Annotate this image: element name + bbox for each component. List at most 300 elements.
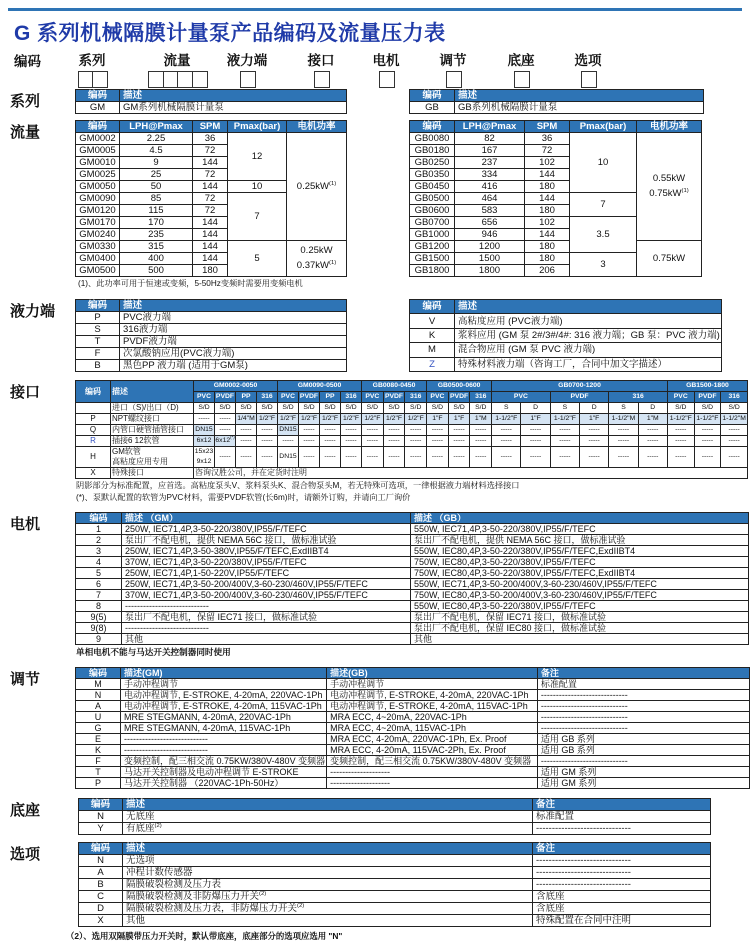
adjust-table <box>75 667 750 789</box>
table-cell: 电动冲程调节, E-STROKE, 4-20mA, 115VAC-1Ph <box>121 701 327 712</box>
table-cell: DN15 <box>278 425 299 436</box>
table-header-cell: 316 <box>721 392 748 403</box>
table-cell: GB0250 <box>410 157 455 169</box>
table-cell: ----- <box>667 436 694 447</box>
table-cell: ----- <box>405 425 427 436</box>
table-cell: GM系列机械隔膜计量泵 <box>120 102 347 114</box>
table-cell: 250W, IEC71,4P,3-50-220/380V,IP55/F/TEFC <box>122 524 411 535</box>
code-box <box>92 71 108 88</box>
table-header-cell: 316 <box>609 392 668 403</box>
table-cell: ----- <box>580 436 609 447</box>
section-base-label: 底座 <box>10 802 41 819</box>
table-cell: 144 <box>193 181 228 193</box>
table-cell: S/D <box>278 403 299 414</box>
table-cell: S/D <box>236 403 257 414</box>
table-cell: 0.55kW $0.75kW^{(1)}$ <box>637 133 702 241</box>
table-cell: N <box>76 690 121 701</box>
table-cell: ----- <box>448 447 470 468</box>
section-adjust-label: 调节 <box>10 671 41 688</box>
table-cell: 144 <box>193 253 228 265</box>
table-cell: S/D <box>721 403 748 414</box>
table-cell: 1"F <box>448 414 470 425</box>
table-cell: 变频控制，配三相交流 0.75KW/380V-480V 变频器 <box>121 756 327 767</box>
table-cell: ----- <box>257 436 278 447</box>
table-cell: 泵出厂不配电机，保留 IEC71 接口，做标准试验 <box>411 612 749 623</box>
table-header-cell: 316 <box>470 392 492 403</box>
table-cell: E <box>76 734 121 745</box>
table-cell: ----------------------------- <box>537 723 749 734</box>
table-cell: 1800 <box>455 265 525 277</box>
section-options <box>0 842 750 942</box>
table-header-cell: 编码 <box>76 668 121 679</box>
table-cell: 170 <box>120 217 193 229</box>
table-cell: 9(8) <box>76 623 122 634</box>
series-gb-table <box>409 89 704 114</box>
table-cell: 416 <box>455 181 525 193</box>
table-cell: Y <box>79 823 123 835</box>
code-box <box>240 71 256 88</box>
table-cell: ------------------------------ <box>533 867 711 879</box>
code-box <box>514 71 530 88</box>
table-cell: 泵出厂不配电机，保留 IEC80 接口，做标准试验 <box>411 623 749 634</box>
table-cell: ----- <box>320 436 341 447</box>
table-cell: 标准配置 <box>537 679 749 690</box>
table-cell: ----- <box>299 447 320 468</box>
section-base <box>0 798 750 835</box>
table-header-cell: 编码 <box>79 799 123 811</box>
table-cell: ----- <box>257 425 278 436</box>
table-cell: D <box>580 403 609 414</box>
table-cell: 9(5) <box>76 612 122 623</box>
table-cell: 2.25 <box>120 133 193 145</box>
table-header-cell: Pmax(bar) <box>228 121 287 133</box>
table-cell: S/D <box>667 403 694 414</box>
table-cell: 适用 GM 系列 <box>537 778 749 789</box>
table-cell: ------------------------------ <box>533 823 711 835</box>
table-header-cell: Pmax(bar) <box>570 121 637 133</box>
table-cell: ----- <box>341 436 362 447</box>
table-header-cell: GM0090-0500 <box>278 381 362 392</box>
interface-table <box>75 380 748 479</box>
table-cell: ----- <box>383 447 405 468</box>
table-cell: ----- <box>383 425 405 436</box>
table-cell: GM0330 <box>76 241 120 253</box>
table-cell: ----- <box>550 436 579 447</box>
coding-group-label: 流量 <box>163 53 191 68</box>
table-cell: ------------------------------ <box>533 879 711 891</box>
table-cell: ----- <box>299 436 320 447</box>
table-cell: 144 <box>525 229 570 241</box>
table-cell: 手动冲程调节 <box>121 679 327 690</box>
table-cell: 有底座$^{(2)}$ <box>123 823 533 835</box>
table-cell: 167 <box>455 145 525 157</box>
table-cell: 隔膜破裂检测及压力表，非防爆压力开关$^{(2)}$ <box>123 903 533 915</box>
table-cell: K <box>410 328 455 342</box>
table-cell: ----- <box>667 447 694 468</box>
table-cell: GB1000 <box>410 229 455 241</box>
table-header-cell: PP <box>236 392 257 403</box>
table-cell: ----- <box>694 436 721 447</box>
table-cell: ----------------------------- <box>537 701 749 712</box>
table-cell: ----------------------------- <box>537 756 749 767</box>
table-cell: 特殊配置在合同中注明 <box>533 915 711 927</box>
table-header-cell: 编码 <box>410 121 455 133</box>
table-header-cell: PVC <box>194 392 215 403</box>
table-cell: S/D <box>341 403 362 414</box>
table-cell: ----- <box>667 425 694 436</box>
table-cell: 8 <box>76 601 122 612</box>
table-cell: 500 <box>120 265 193 277</box>
section-hydraulic-label: 液力端 <box>10 303 56 320</box>
table-cell: 180 <box>525 241 570 253</box>
table-cell: 1/2"F <box>383 414 405 425</box>
table-cell: T <box>76 767 121 778</box>
table-header-cell: 描述 <box>111 381 194 403</box>
coding-group <box>205 49 289 89</box>
table-cell: S <box>609 403 638 414</box>
table-cell: S/D <box>299 403 320 414</box>
section-motor-label: 电机 <box>10 516 41 533</box>
section-series-label: 系列 <box>10 93 41 110</box>
table-cell: S <box>492 403 521 414</box>
table-cell: 隔膜破裂检测及非防爆压力开关$^{(2)}$ <box>123 891 533 903</box>
table-cell: GB0500 <box>410 193 455 205</box>
table-cell <box>76 403 111 414</box>
table-cell: 1"F <box>580 414 609 425</box>
table-cell: MRA ECC, 4-20mA, 115VAC-2Ph, Ex. Proof <box>327 745 538 756</box>
table-cell: GB0180 <box>410 145 455 157</box>
table-cell: 72 <box>193 193 228 205</box>
table-cell: 1"F <box>427 414 449 425</box>
table-cell: ---------------------------- <box>122 601 411 612</box>
table-cell: GB <box>410 102 455 114</box>
table-cell: ----- <box>194 414 215 425</box>
table-header-cell: 316 <box>257 392 278 403</box>
table-cell: S/D <box>194 403 215 414</box>
table-cell: ----- <box>405 436 427 447</box>
table-cell: Z <box>410 357 455 371</box>
table-cell: ----- <box>694 447 721 468</box>
table-cell: 1-1/2"F <box>667 414 694 425</box>
table-header-cell: 描述 <box>120 90 347 102</box>
table-cell: GM0005 <box>76 145 120 157</box>
table-cell: P <box>76 414 111 425</box>
table-header-cell: SPM <box>193 121 228 133</box>
table-header-cell: 描述 （GM） <box>122 513 411 524</box>
table-cell: 464 <box>455 193 525 205</box>
table-header-cell: 描述 <box>120 300 347 312</box>
table-cell: ----- <box>721 447 748 468</box>
table-cell: S/D <box>694 403 721 414</box>
table-cell: ----- <box>341 447 362 468</box>
table-cell: GM0050 <box>76 181 120 193</box>
motor-table <box>75 512 749 645</box>
table-cell: 1/2"F <box>278 414 299 425</box>
table-cell: ----- <box>470 425 492 436</box>
table-cell: ----- <box>257 447 278 468</box>
table-header-cell: 备注 <box>533 843 711 855</box>
table-header-cell: 编码 <box>76 90 120 102</box>
table-cell: 9 <box>76 634 122 645</box>
table-cell: ------------------------------ <box>533 855 711 867</box>
table-header-cell: PVC <box>362 392 384 403</box>
table-cell: S/D <box>215 403 236 414</box>
table-header-cell: 备注 <box>537 668 749 679</box>
code-box <box>446 71 462 88</box>
table-cell: S <box>76 324 120 336</box>
coding-group-label: 接口 <box>307 53 335 68</box>
table-cell: GB1200 <box>410 241 455 253</box>
table-cell: 0.75kW <box>637 241 702 277</box>
table-cell: 7 <box>570 193 637 217</box>
table-cell: 泵出厂不配电机，提供 NEMA 56C 接口，做标准试验 <box>122 535 411 546</box>
table-cell: ---------------------------- <box>122 623 411 634</box>
table-cell: 206 <box>525 265 570 277</box>
flow-gm-table <box>75 120 347 277</box>
table-cell: K <box>76 745 121 756</box>
table-cell: 15x23 9x12 <box>194 447 215 468</box>
table-cell: ----- <box>236 425 257 436</box>
table-cell: ----- <box>721 436 748 447</box>
coding-group-label: 液力端 <box>226 53 268 68</box>
table-cell: ----- <box>427 436 449 447</box>
table-cell: 750W, IEC80,4P,3-50-220/380V,IP55/F/TEFC,ExdIIBT4 <box>411 568 749 579</box>
table-cell: ----- <box>341 425 362 436</box>
table-cell: 高粘度应用 (PVC液力端) <box>455 314 722 328</box>
table-cell: ----- <box>521 447 550 468</box>
table-cell: 4.5 <box>120 145 193 157</box>
table-cell: 750W, IEC80,4P,3-50-220/380V,IP55/F/TEFC <box>411 557 749 568</box>
table-cell: GB0080 <box>410 133 455 145</box>
table-cell: GB0350 <box>410 169 455 181</box>
table-cell: 混合物应用 (GM 泵 PVC 液力端) <box>455 343 722 357</box>
table-cell: 浆料应用 (GM 泵 2#/3#/4#: 316 液力端；GB 泵：PVC 液力端) <box>455 328 722 342</box>
coding-group <box>546 49 630 89</box>
table-cell: ----- <box>362 425 384 436</box>
table-cell: 550W, IEC71,4P,3-50-220/380V,IP55/F/TEFC <box>411 524 749 535</box>
table-cell: 334 <box>455 169 525 181</box>
table-cell: GM0400 <box>76 253 120 265</box>
table-cell: 1200 <box>455 241 525 253</box>
table-cell: R <box>76 436 111 447</box>
table-cell: 1/2"F <box>362 414 384 425</box>
table-cell: G <box>76 723 121 734</box>
section-flow-label: 流量 <box>10 124 41 141</box>
table-cell: N <box>79 855 123 867</box>
table-cell: V <box>410 314 455 328</box>
table-cell: S/D <box>405 403 427 414</box>
hydraulic-left-table <box>75 299 347 372</box>
table-cell: ----- <box>299 425 320 436</box>
table-cell: 1/4"M <box>236 414 257 425</box>
table-cell: 180 <box>525 205 570 217</box>
table-header-cell: PVC <box>667 392 694 403</box>
table-cell: 1/2"F <box>405 414 427 425</box>
table-cell: 特殊接口 <box>111 468 194 479</box>
table-cell: NPT螺纹接口 <box>111 414 194 425</box>
table-cell: ----- <box>215 414 236 425</box>
table-cell: S/D <box>362 403 384 414</box>
flow-gb-table <box>409 120 702 277</box>
table-cell: 含底座 <box>533 891 711 903</box>
table-header-cell: 备注 <box>533 799 711 811</box>
table-cell: 370W, IEC71,4P,3-50-220/380V,IP55/F/TEFC <box>122 557 411 568</box>
table-cell: GM0025 <box>76 169 120 181</box>
table-header-cell: 描述 <box>123 799 533 811</box>
table-cell: ----- <box>320 447 341 468</box>
flow-footnote: (1)、此功率可用于恒速或变频，5-50Hz变频时需要用变频电机 <box>78 279 303 288</box>
table-cell: 72 <box>193 145 228 157</box>
table-cell: 1-1/2"M <box>609 414 638 425</box>
table-cell: 标准配置 <box>533 811 711 823</box>
table-cell: ----- <box>638 447 667 468</box>
table-cell: GM0002 <box>76 133 120 145</box>
table-cell: U <box>76 712 121 723</box>
table-cell: $0.25kW^{(1)}$ <box>287 133 347 241</box>
base-table <box>78 798 711 835</box>
table-cell: Q <box>76 425 111 436</box>
table-cell: GB0700 <box>410 217 455 229</box>
coding-row <box>0 49 750 89</box>
table-cell: 9 <box>120 157 193 169</box>
table-cell: 102 <box>525 217 570 229</box>
table-cell: MRA ECC, 4~20mA, 115VAC-1Ph <box>327 723 538 734</box>
code-box <box>581 71 597 88</box>
table-header-cell: 电机功率 <box>287 121 347 133</box>
options-table <box>78 842 711 927</box>
table-cell: 特殊材料液力端（咨询工厂，合同中加文字描述） <box>455 357 722 371</box>
table-cell: 泵出厂不配电机，提供 NEMA 56C 接口，做标准试验 <box>411 535 749 546</box>
table-header-cell: 316 <box>341 392 362 403</box>
table-cell: 马达开关控制器及电动冲程调节 E-STROKE <box>121 767 327 778</box>
table-cell: ----- <box>448 436 470 447</box>
table-cell: 泵出厂不配电机，保留 IEC71 接口，做标准试验 <box>122 612 411 623</box>
table-cell: MRA ECC, 4~20mA, 220VAC-1Ph <box>327 712 538 723</box>
table-cell: 1"M <box>638 414 667 425</box>
table-cell: F <box>76 756 121 767</box>
table-cell: 4 <box>76 557 122 568</box>
table-cell: 235 <box>120 229 193 241</box>
table-cell: 1/2"F <box>320 414 341 425</box>
table-header-cell: PVDF <box>694 392 721 403</box>
table-header-cell: 编码 <box>76 381 111 403</box>
table-cell: GM <box>76 102 120 114</box>
table-header-cell: PVDF <box>550 392 609 403</box>
table-cell: PVC液力端 <box>120 312 347 324</box>
table-header-cell: 316 <box>405 392 427 403</box>
table-cell: 1/2"F <box>257 414 278 425</box>
table-header-cell: 编码 <box>410 90 455 102</box>
table-cell: GB系列机械隔膜计量泵 <box>455 102 704 114</box>
table-cell: MRE STEGMANN, 4-20mA, 220VAC-1Ph <box>121 712 327 723</box>
table-cell: 变频控制，配三相交流 0.75KW/380V-480V 变频器 <box>327 756 538 767</box>
table-cell: 10 <box>228 181 287 193</box>
table-header-cell: 编码 <box>76 300 120 312</box>
table-cell: 82 <box>455 133 525 145</box>
table-cell: ----------------------------- <box>537 690 749 701</box>
table-cell: ----- <box>448 425 470 436</box>
table-header-cell: 编码 <box>410 300 455 314</box>
table-cell: ----- <box>492 436 521 447</box>
table-cell: ----- <box>580 425 609 436</box>
table-cell: ----- <box>236 447 257 468</box>
table-cell: 无底座 <box>123 811 533 823</box>
table-header-cell: 编码 <box>76 513 122 524</box>
table-cell: 250W, IEC71,4P,3-50-380V,IP55/F/TEFC,ExdIIBT4 <box>122 546 411 557</box>
table-cell: ----- <box>638 425 667 436</box>
table-cell: ----- <box>609 436 638 447</box>
table-cell: 6x12(*) <box>215 436 236 447</box>
table-header-cell: PVC <box>278 392 299 403</box>
table-cell: 1500 <box>455 253 525 265</box>
table-cell: 适用 GB 系列 <box>537 734 749 745</box>
table-cell: 马达开关控制器 （220VAC-1Ph-50Hz） <box>121 778 327 789</box>
table-cell: 电动冲程调节, E-STROKE, 4-20mA, 220VAC-1Ph <box>121 690 327 701</box>
table-cell: 1-1/2"M <box>721 414 748 425</box>
table-cell: GM0500 <box>76 265 120 277</box>
table-cell: GM0090 <box>76 193 120 205</box>
table-header-cell: GB0080-0450 <box>362 381 427 392</box>
table-cell: 黑色PP 液力端 (适用于GM泵) <box>120 360 347 372</box>
table-cell: ----- <box>236 436 257 447</box>
table-cell: ----- <box>609 447 638 468</box>
code-box <box>379 71 395 88</box>
table-cell: 144 <box>525 169 570 181</box>
table-cell: S <box>550 403 579 414</box>
section-motor <box>0 512 750 658</box>
table-cell: T <box>76 336 120 348</box>
table-cell: 237 <box>455 157 525 169</box>
table-cell: X <box>79 915 123 927</box>
table-header-cell: 电机功率 <box>637 121 702 133</box>
table-cell: ----- <box>320 425 341 436</box>
table-cell: 144 <box>525 193 570 205</box>
table-cell: 550W, IEC71,4P,3-50-200/400V,3-60-230/460V,IP55/F/TEFC <box>411 579 749 590</box>
table-header-cell: GM0002-0050 <box>194 381 278 392</box>
table-header-cell: GB1500-1800 <box>667 381 747 392</box>
table-cell: S/D <box>470 403 492 414</box>
table-cell: GM软管 高粘度应用专用 <box>111 447 194 468</box>
coding-group-label: 调节 <box>439 53 467 68</box>
table-cell: A <box>79 867 123 879</box>
coding-group-label: 电机 <box>372 53 400 68</box>
table-cell: 5 <box>228 241 287 277</box>
table-cell: A <box>76 701 121 712</box>
table-cell: 冲程计数传感器 <box>123 867 533 879</box>
table-cell: 1-1/2"F <box>550 414 579 425</box>
code-box <box>314 71 330 88</box>
table-cell: 1"M <box>470 414 492 425</box>
interface-note-2: (*)、泵默认配置的软管为PVC材料，需要PVDF软管(长6m)时，请额外订购，并请向工厂询价 <box>76 493 411 502</box>
table-cell: 1/2"F <box>299 414 320 425</box>
table-header-cell: PVDF <box>448 392 470 403</box>
table-header-cell: PVC <box>427 392 449 403</box>
table-cell: GM0240 <box>76 229 120 241</box>
table-cell: -------------------- <box>327 767 538 778</box>
table-header-cell: 描述 <box>455 90 704 102</box>
table-cell: ----- <box>521 425 550 436</box>
table-cell: P <box>76 778 121 789</box>
table-cell: 其他 <box>123 915 533 927</box>
table-cell: ----- <box>362 436 384 447</box>
section-flow <box>0 120 750 289</box>
table-cell: B <box>76 360 120 372</box>
table-cell: 其他 <box>122 634 411 645</box>
table-cell: 250W, IEC71,4P,3-50-200/400V,3-60-230/460V,IP55/F/TEFC <box>122 579 411 590</box>
table-cell: 插接6 12软管 <box>111 436 194 447</box>
series-gm-table <box>75 89 347 114</box>
table-cell: 3.5 <box>570 217 637 253</box>
